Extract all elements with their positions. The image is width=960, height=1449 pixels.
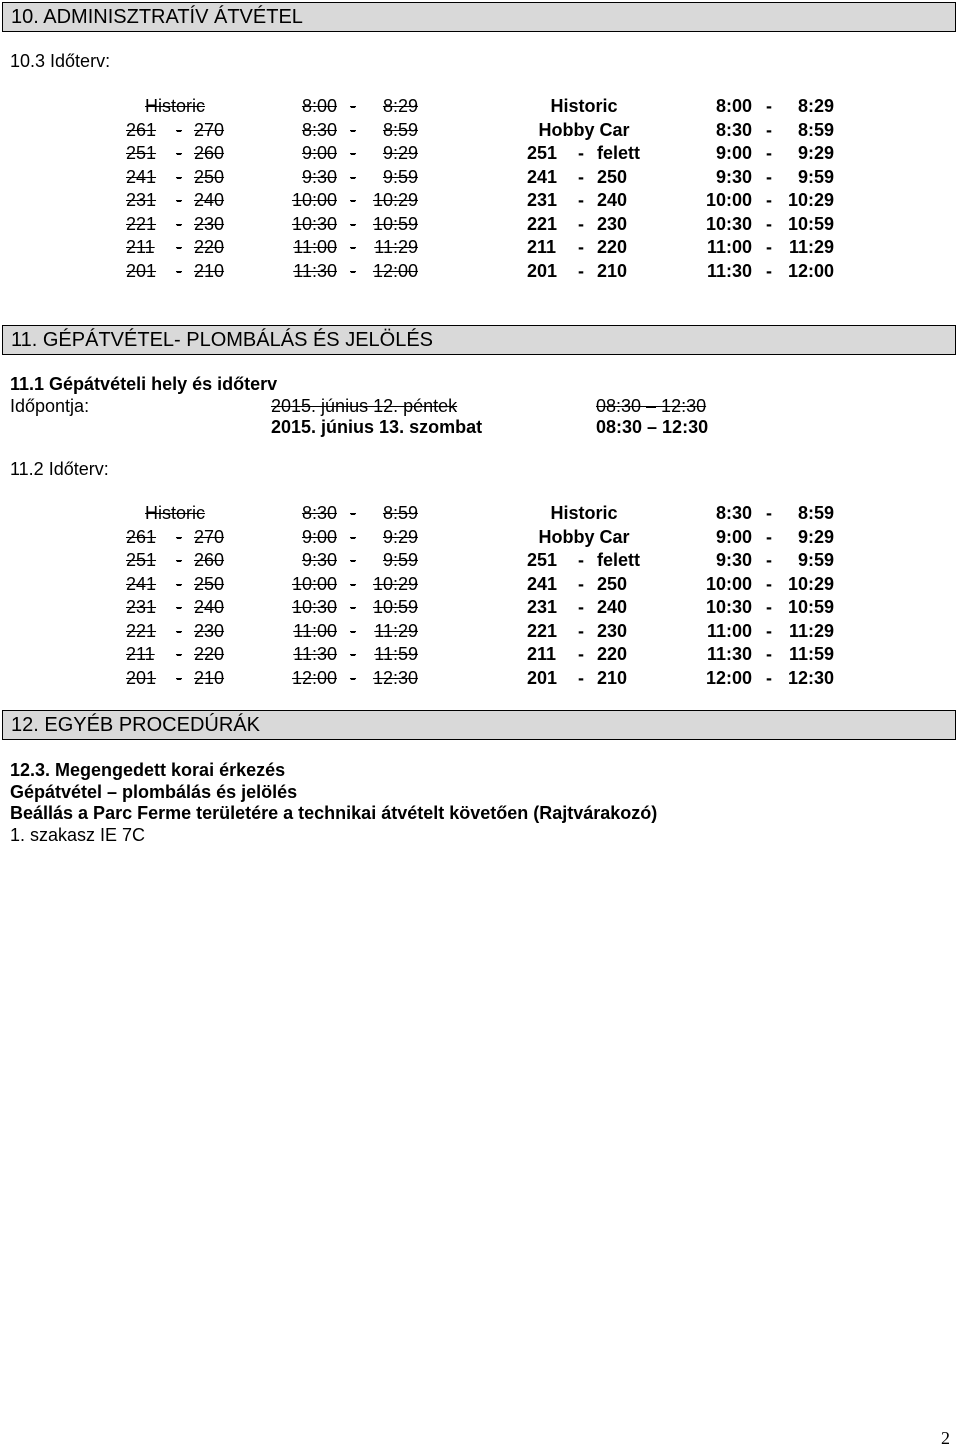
right-time-start: 12:00 [705, 667, 752, 688]
left-class-to: 270 [194, 119, 225, 140]
right-class-to: felett [597, 550, 641, 570]
left-time-dash: - [350, 526, 356, 547]
left-class-dash: - [176, 260, 182, 281]
left-time-start: 9:00 [301, 143, 337, 163]
right-class: Historic [550, 96, 618, 116]
left-time-dash: - [350, 667, 356, 688]
left-time-dash: - [350, 573, 356, 594]
left-time-start: 11:30 [293, 260, 337, 281]
right-class-from: 201 [527, 260, 558, 281]
left-class-dash: - [176, 597, 182, 617]
right-time-end: 10:29 [787, 190, 834, 210]
schedule-row [0, 595, 960, 619]
right-time-start: 11:30 [706, 260, 752, 281]
left-class-to: 220 [194, 237, 225, 257]
left-class-to: 230 [194, 620, 225, 641]
left-class-to: 230 [194, 213, 225, 234]
right-class-dash: - [578, 237, 584, 257]
right-class-from: 251 [527, 550, 558, 570]
section-11-heading: 11. GÉPÁTVÉTEL- PLOMBÁLÁS ÉS JELÖLÉS [2, 325, 956, 355]
schedule-row [0, 548, 960, 572]
left-class-dash: - [176, 213, 182, 234]
right-time-dash: - [766, 166, 772, 187]
right-class-to: 230 [597, 620, 628, 641]
time-2: 08:30 – 12:30 [596, 417, 709, 437]
left-time-end: 11:29 [374, 237, 418, 257]
date-2: 2015. június 13. szombat [271, 417, 483, 437]
right-time-dash: - [766, 213, 772, 234]
right-class-from: 211 [527, 644, 557, 664]
left-class-dash: - [176, 667, 182, 688]
procedure-line-3: Beállás a Parc Ferme területére a technikai átvételt követően (Rajtvárakozó) [10, 803, 658, 823]
schedule-row [0, 525, 960, 549]
left-class-from: 261 [126, 119, 157, 140]
right-time-start: 11:00 [706, 620, 752, 641]
left-class-dash: - [176, 550, 182, 570]
date-1: 2015. június 12. péntek [271, 396, 458, 416]
right-class-to: felett [597, 143, 641, 163]
section-12-3-line: 12.3. Megengedett korai érkezés [10, 760, 286, 780]
right-time-dash: - [766, 620, 772, 641]
right-time-start: 9:00 [715, 526, 752, 547]
left-time-start: 11:30 [293, 644, 337, 664]
section-11-1-subtitle: 11.1 Gépátvételi hely és időterv [10, 374, 278, 394]
left-time-end: 9:59 [382, 166, 418, 187]
left-class-to: 260 [194, 143, 225, 163]
left-time-end: 10:29 [372, 573, 418, 594]
left-class-dash: - [176, 573, 182, 594]
right-time-start: 10:00 [705, 190, 752, 210]
left-class-from: 231 [126, 190, 157, 210]
left-time-end: 9:29 [382, 143, 418, 163]
right-class-to: 230 [597, 213, 628, 234]
left-class-to: 240 [194, 597, 225, 617]
left-time-end: 11:59 [374, 644, 418, 664]
right-class: Hobby Car [538, 526, 630, 547]
right-time-dash: - [766, 667, 772, 688]
right-time-dash: - [766, 96, 772, 116]
right-time-end: 9:29 [797, 526, 834, 547]
right-time-dash: - [766, 237, 772, 257]
right-time-start: 9:30 [715, 550, 752, 570]
left-time-dash: - [350, 190, 356, 210]
left-time-end: 9:29 [382, 526, 418, 547]
left-time-dash: - [350, 550, 356, 570]
left-class-from: 211 [126, 644, 155, 664]
right-class-from: 231 [527, 597, 558, 617]
right-time-end: 11:29 [788, 620, 834, 641]
right-class-from: 221 [527, 620, 558, 641]
right-time-dash: - [766, 526, 772, 547]
schedule-row [0, 212, 960, 236]
left-time-end: 10:59 [372, 597, 418, 617]
right-time-end: 9:29 [797, 143, 834, 163]
schedule-row [0, 619, 960, 643]
left-time-end: 9:59 [382, 550, 418, 570]
right-class-to: 210 [597, 260, 628, 281]
right-time-end: 10:29 [787, 573, 834, 594]
schedule-row [0, 666, 960, 690]
left-class-from: 201 [126, 260, 157, 281]
left-class-from: 251 [126, 143, 157, 163]
right-time-end: 11:59 [788, 644, 834, 664]
right-time-dash: - [766, 260, 772, 281]
right-time-end: 10:59 [787, 597, 834, 617]
left-time-start: 12:00 [291, 667, 337, 688]
schedule-row [0, 501, 960, 525]
left-class-from: 221 [126, 213, 157, 234]
left-time-start: 10:00 [291, 573, 337, 594]
right-time-dash: - [766, 503, 772, 523]
left-class-from: 241 [126, 166, 157, 187]
left-time-dash: - [350, 213, 356, 234]
left-time-start: 9:00 [301, 526, 337, 547]
section-12-heading: 12. EGYÉB PROCEDÚRÁK [2, 710, 956, 740]
left-time-dash: - [350, 143, 356, 163]
right-time-end: 12:30 [787, 667, 834, 688]
right-time-start: 10:00 [705, 573, 752, 594]
left-time-end: 8:59 [382, 119, 418, 140]
left-class-from: 241 [126, 573, 157, 594]
right-class-from: 231 [527, 190, 558, 210]
left-class-from: 211 [126, 237, 155, 257]
right-time-end: 12:00 [787, 260, 834, 281]
right-class-dash: - [578, 550, 584, 570]
left-time-dash: - [350, 119, 356, 140]
right-class-from: 201 [527, 667, 558, 688]
left-class-dash: - [176, 119, 182, 140]
right-class-dash: - [578, 667, 584, 688]
right-class-to: 240 [597, 597, 628, 617]
left-time-dash: - [350, 503, 356, 523]
right-time-dash: - [766, 119, 772, 140]
left-class-dash: - [176, 143, 182, 163]
left-time-dash: - [350, 260, 356, 281]
page-number: 2 [941, 1428, 950, 1448]
left-time-end: 12:30 [372, 667, 418, 688]
left-time-start: 10:00 [291, 190, 337, 210]
schedule-row [0, 642, 960, 666]
left-time-dash: - [350, 96, 356, 116]
right-time-dash: - [766, 550, 772, 570]
right-time-start: 11:00 [706, 237, 752, 257]
left-class-from: 221 [126, 620, 157, 641]
section-10-heading: 10. ADMINISZTRATÍV ÁTVÉTEL [2, 2, 956, 32]
procedure-line-4: 1. szakasz IE 7C [10, 825, 146, 845]
schedule-row [0, 188, 960, 212]
left-time-dash: - [350, 597, 356, 617]
right-class-dash: - [578, 573, 584, 594]
right-time-start: 11:30 [706, 644, 752, 664]
right-time-start: 8:00 [715, 96, 752, 116]
left-class-to: 260 [194, 550, 225, 570]
schedule-row [0, 165, 960, 189]
left-time-start: 8:30 [301, 503, 337, 523]
left-class-to: 220 [194, 644, 225, 664]
left-time-dash: - [350, 237, 356, 257]
right-time-start: 10:30 [705, 597, 752, 617]
right-class-dash: - [578, 213, 584, 234]
left-time-end: 10:59 [372, 213, 418, 234]
left-class-to: 210 [194, 667, 225, 688]
right-time-end: 10:59 [787, 213, 834, 234]
left-time-start: 8:00 [301, 96, 337, 116]
left-class-dash: - [176, 644, 182, 664]
right-time-start: 10:30 [705, 213, 752, 234]
right-class-to: 250 [597, 166, 628, 187]
time-1: 08:30 – 12:30 [596, 396, 707, 416]
right-class-dash: - [578, 143, 584, 163]
right-time-dash: - [766, 573, 772, 594]
left-class-from: 201 [126, 667, 157, 688]
left-time-dash: - [350, 644, 356, 664]
left-class-from: 251 [126, 550, 157, 570]
left-time-start: 10:30 [291, 213, 337, 234]
schedule-row [0, 572, 960, 596]
section-11-2-subtitle: 11.2 Időterv: [10, 459, 109, 479]
right-time-start: 8:30 [715, 503, 752, 523]
left-time-start: 10:30 [291, 597, 337, 617]
left-class-to: 250 [194, 573, 225, 594]
left-class-dash: - [176, 166, 182, 187]
left-class-dash: - [176, 620, 182, 641]
right-class-to: 240 [597, 190, 628, 210]
right-class: Hobby Car [538, 119, 630, 140]
right-class-from: 251 [527, 143, 558, 163]
right-time-start: 9:00 [715, 143, 752, 163]
left-time-end: 8:59 [382, 503, 418, 523]
left-class-to: 250 [194, 166, 225, 187]
left-class-to: 240 [194, 190, 225, 210]
right-class-from: 221 [527, 213, 558, 234]
schedule-row [0, 94, 960, 118]
right-class-dash: - [578, 190, 584, 210]
left-time-start: 8:30 [301, 119, 337, 140]
right-time-end: 9:59 [797, 166, 834, 187]
right-time-end: 8:59 [797, 503, 834, 523]
right-class-to: 220 [597, 644, 628, 664]
right-class-to: 220 [597, 237, 628, 257]
left-class-dash: - [176, 237, 182, 257]
right-time-end: 9:59 [797, 550, 834, 570]
left-time-dash: - [350, 166, 356, 187]
right-class-dash: - [578, 620, 584, 641]
left-time-start: 9:30 [301, 550, 337, 570]
date-label: Időpontja: [10, 396, 90, 416]
right-class-from: 241 [527, 166, 558, 187]
schedule-row [0, 118, 960, 142]
left-time-end: 11:29 [374, 620, 418, 641]
left-class-from: 261 [126, 526, 157, 547]
right-time-start: 8:30 [715, 119, 752, 140]
right-class-to: 210 [597, 667, 628, 688]
left-time-start: 11:00 [293, 237, 337, 257]
right-class-dash: - [578, 260, 584, 281]
left-time-end: 8:29 [382, 96, 418, 116]
right-time-dash: - [766, 190, 772, 210]
left-class-dash: - [176, 526, 182, 547]
left-class-dash: - [176, 190, 182, 210]
left-time-start: 11:00 [293, 620, 337, 641]
left-class-to: 210 [194, 260, 225, 281]
left-class-from: 231 [126, 597, 157, 617]
right-class-dash: - [578, 644, 584, 664]
left-time-end: 10:29 [372, 190, 418, 210]
left-time-start: 9:30 [301, 166, 337, 187]
right-time-dash: - [766, 597, 772, 617]
right-class-dash: - [578, 597, 584, 617]
procedure-line-2: Gépátvétel – plombálás és jelölés [10, 782, 298, 802]
right-class-from: 241 [527, 573, 558, 594]
right-time-start: 9:30 [715, 166, 752, 187]
right-time-end: 8:29 [797, 96, 834, 116]
left-class: Historic [145, 503, 206, 523]
right-time-dash: - [766, 143, 772, 163]
left-class: Historic [145, 96, 206, 116]
section-10-3-subtitle: 10.3 Időterv: [10, 51, 111, 71]
right-time-end: 11:29 [788, 237, 834, 257]
left-class-to: 270 [194, 526, 225, 547]
schedule-row [0, 259, 960, 283]
right-time-end: 8:59 [797, 119, 834, 140]
right-class: Historic [550, 503, 618, 523]
right-class-dash: - [578, 166, 584, 187]
left-time-end: 12:00 [372, 260, 418, 281]
left-time-dash: - [350, 620, 356, 641]
right-class-to: 250 [597, 573, 628, 594]
right-time-dash: - [766, 644, 772, 664]
schedule-row [0, 141, 960, 165]
right-class-from: 211 [527, 237, 557, 257]
schedule-row [0, 235, 960, 259]
